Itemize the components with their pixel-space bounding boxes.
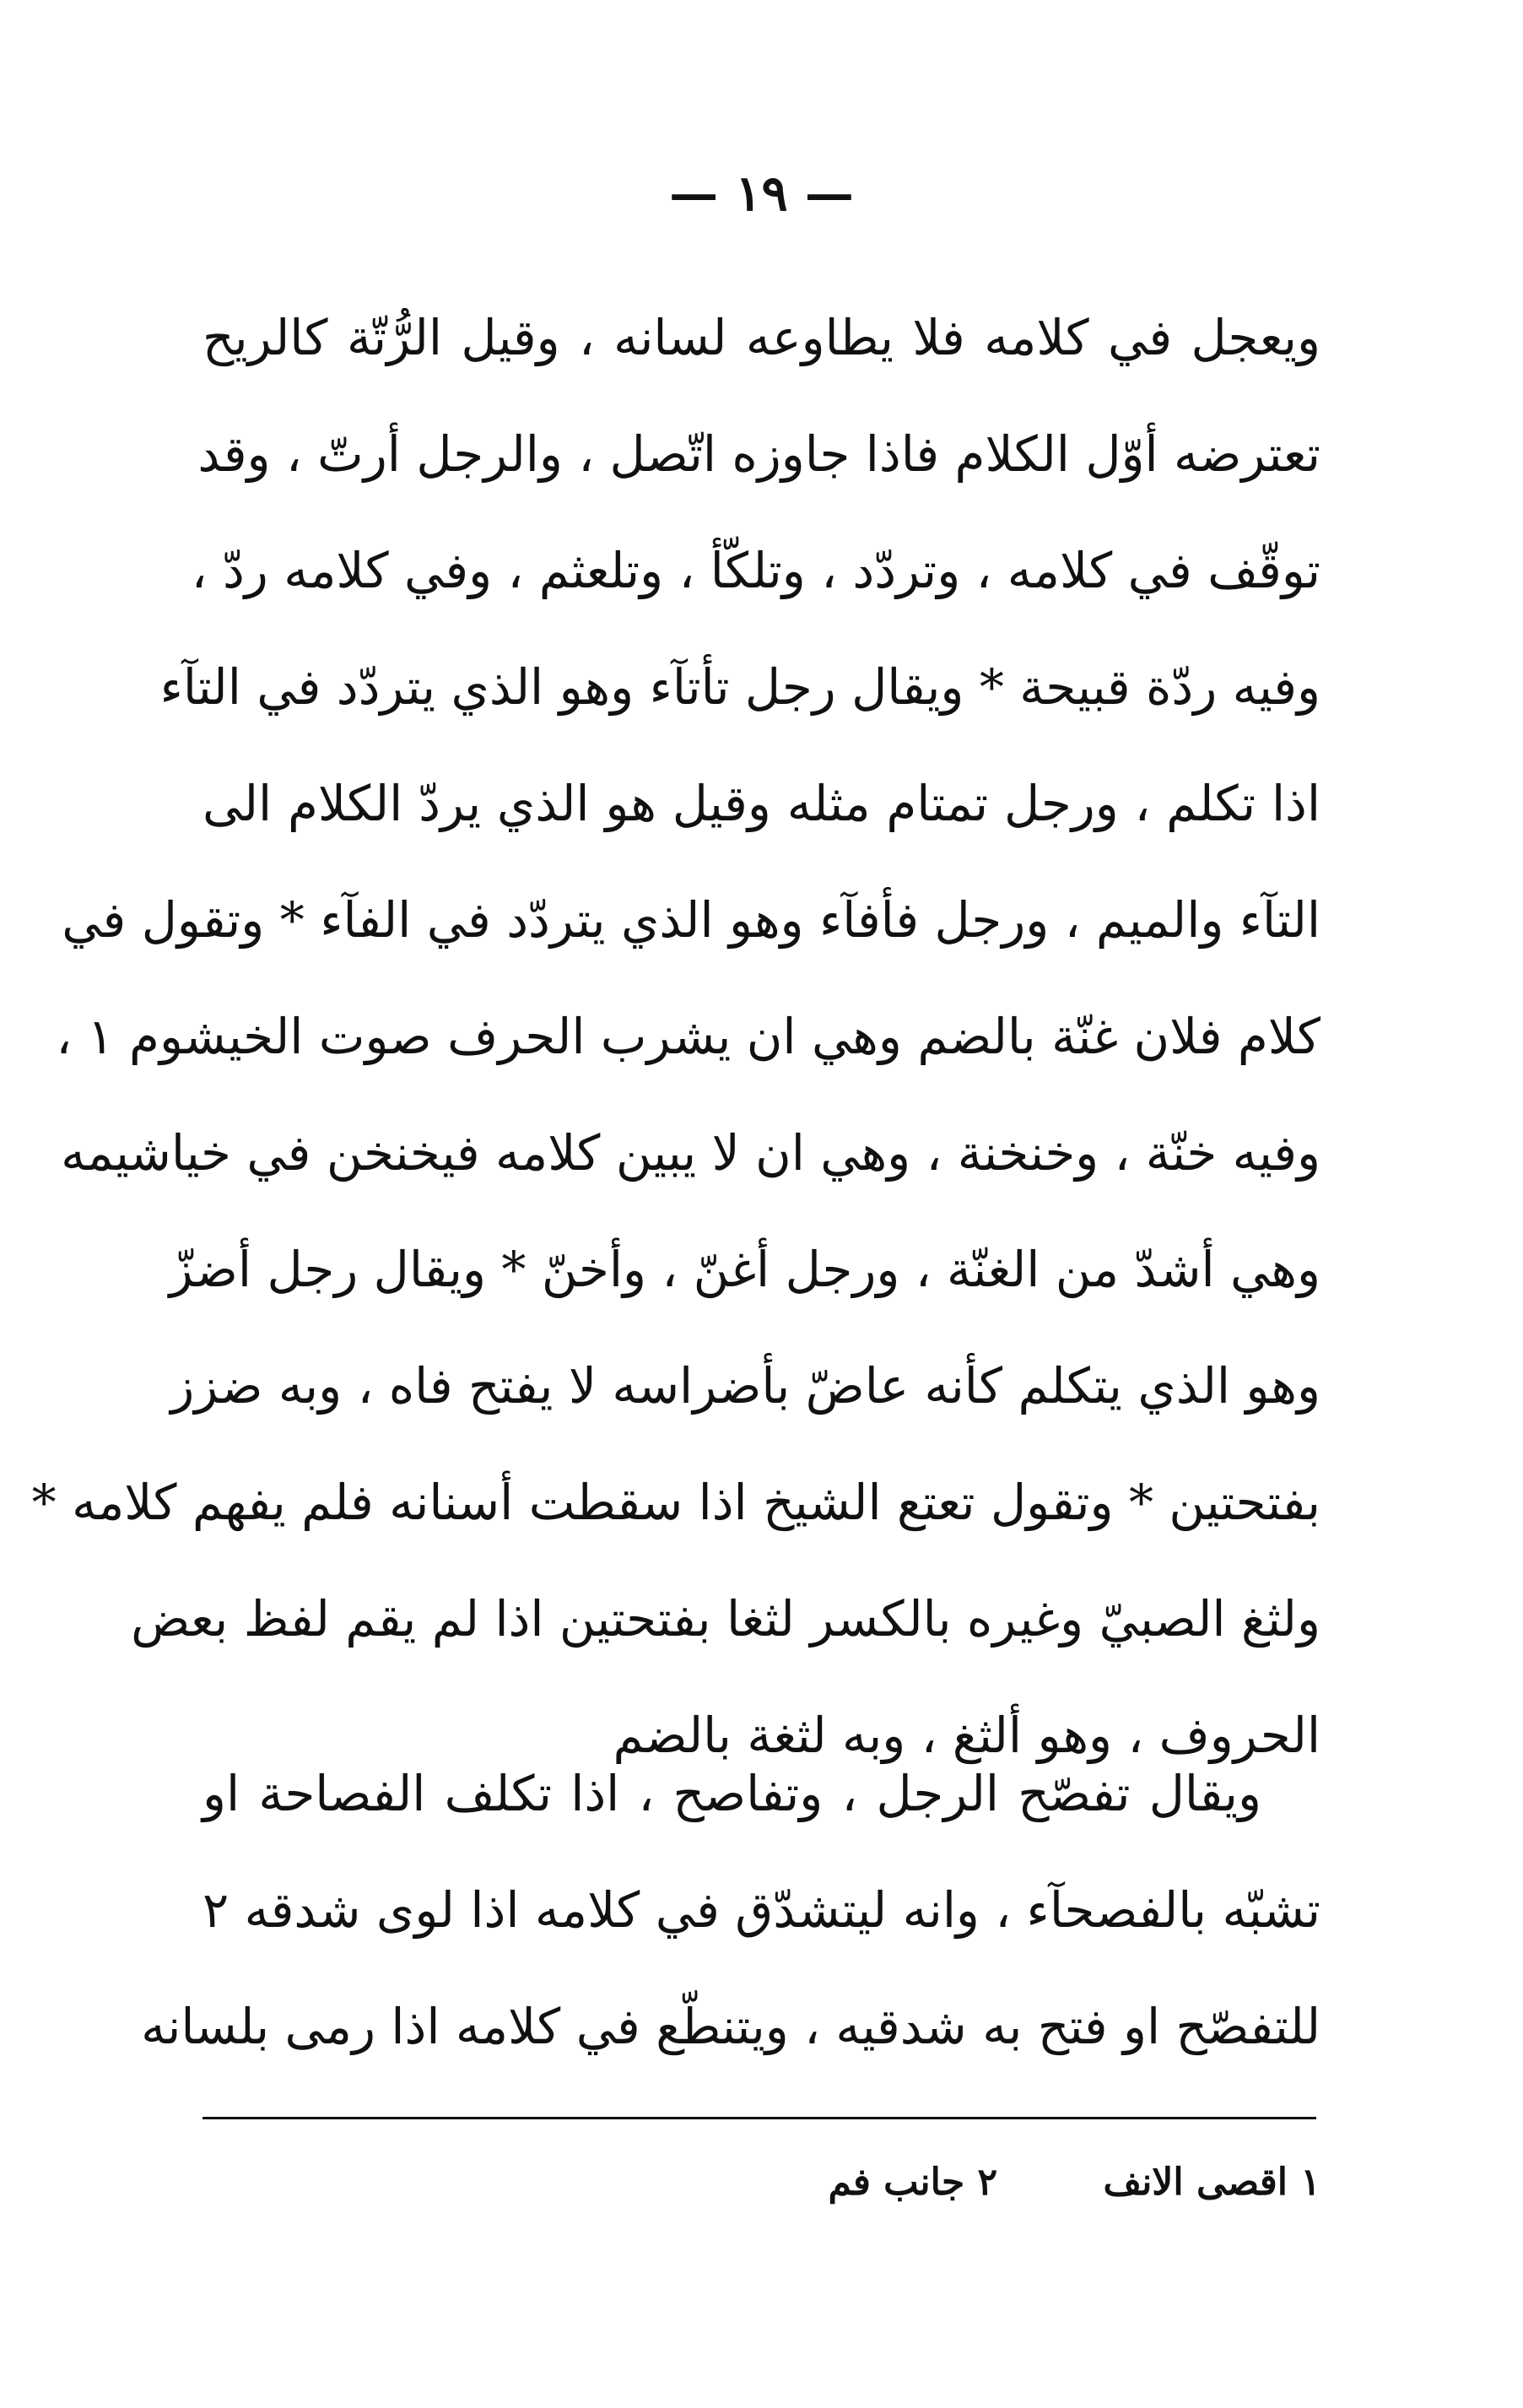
text-line: للتفصّح او فتح به شدقيه ، ويتنطّع في كلامه اذا رمى بلسانه — [141, 1998, 1320, 2055]
footnote-1: ١ اقصى الانف — [1103, 2161, 1320, 2204]
text-line: كلام فلان غنّة بالضم وهي ان يشرب الحرف صوت الخيشوم ١ ، — [56, 1008, 1320, 1065]
text-line: توقّف في كلامه ، وتردّد ، وتلكّأ ، وتلعثم ، وفي كلامه ردّ ، — [191, 542, 1320, 599]
text-line: التآء والميم ، ورجل فأفآء وهو الذي يتردّد في الفآء * وتقول في — [62, 891, 1320, 949]
text-line: بفتحتين * وتقول تعتع الشيخ اذا سقطت أسنانه فلم يفهم كلامه * — [31, 1474, 1320, 1531]
text-line: وهو الذي يتكلم كأنه عاضّ بأضراسه لا يفتح فاه ، وبه ضزز — [170, 1357, 1320, 1415]
text-line: وفيه ردّة قبيحة * ويقال رجل تأتآء وهو الذي يتردّد في التآء — [159, 658, 1320, 716]
text-line: اذا تكلم ، ورجل تمتام مثله وقيل هو الذي يردّ الكلام الى — [203, 775, 1320, 832]
footnote-divider — [203, 2117, 1316, 2119]
text-line: ويعجل في كلامه فلا يطاوعه لسانه ، وقيل الرُّتّة كالريح — [203, 309, 1320, 366]
text-line: وهي أشدّ من الغنّة ، ورجل أغنّ ، وأخنّ * ويقال رجل أضزّ — [169, 1241, 1320, 1298]
text-line: ويقال تفصّح الرجل ، وتفاصح ، اذا تكلف الفصاحة او — [203, 1765, 1261, 1822]
page-number: — ١٩ — — [669, 165, 854, 222]
text-line: ولثغ الصبيّ وغيره بالكسر لثغا بفتحتين اذا لم يقم لفظ بعض — [131, 1590, 1320, 1648]
text-line: الحروف ، وهو ألثغ ، وبه لثغة بالضم — [613, 1707, 1320, 1764]
text-line: تعترضه أوّل الكلام فاذا جاوزه اتّصل ، والرجل أرتّ ، وقد — [197, 425, 1320, 483]
footnote-2: ٢ جانب فم — [828, 2161, 998, 2204]
text-line: وفيه خنّة ، وخنخنة ، وهي ان لا يبين كلامه فيخنخن في خياشيمه — [61, 1124, 1320, 1182]
footnotes — [829, 2161, 1320, 2204]
text-line: تشبّه بالفصحآء ، وانه ليتشدّق في كلامه اذا لوى شدقه ٢ — [203, 1881, 1320, 1939]
